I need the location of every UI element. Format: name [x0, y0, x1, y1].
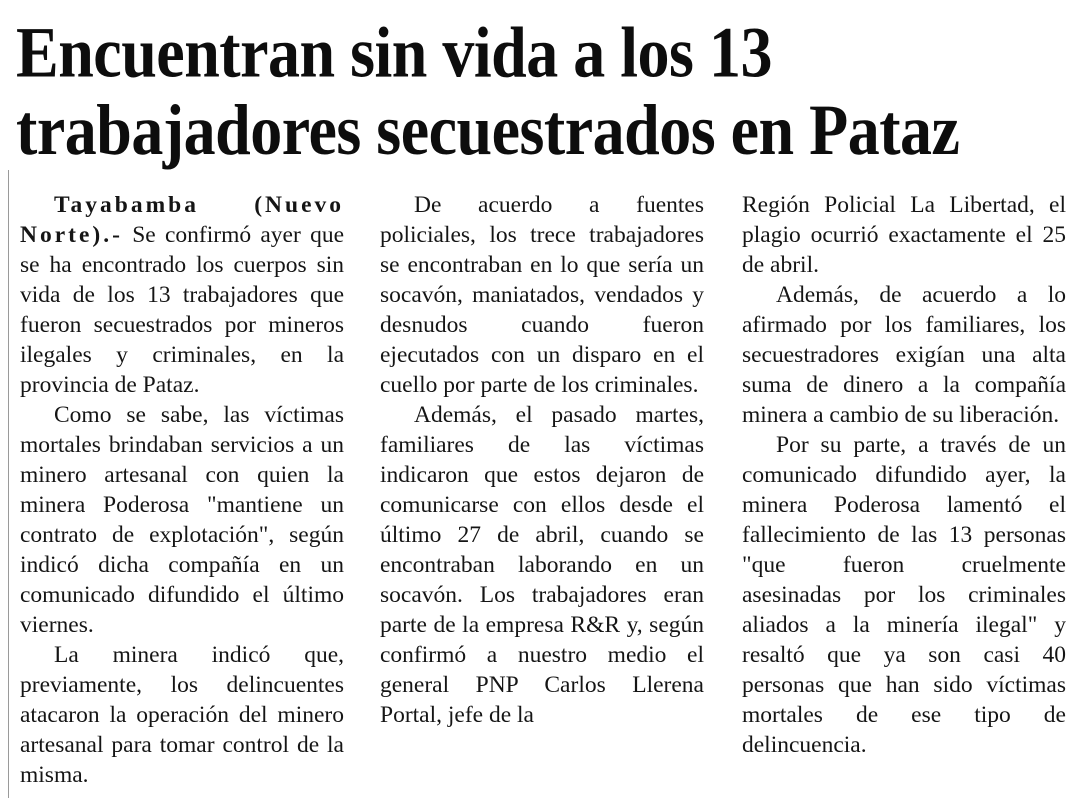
article-paragraph: De acuerdo a fuentes policiales, los trece trabajadores se encontraban en lo que sería un socavón, maniatados, vendados y desnudos cuando fueron ejecutados con un disparo en el cuello por parte de los criminales. [380, 192, 704, 398]
article-paragraph: Como se sabe, las víctimas mortales brindaban servicios a un minero artesanal con quien la minera Poderosa "mantiene un contrato de explotación", según indicó dicha compañía en un comunicado difundido el último viernes. [20, 402, 344, 638]
article-column-2 [380, 190, 704, 730]
article-paragraph: Por su parte, a través de un comunicado difundido ayer, la minera Poderosa lamentó el fallecimiento de las 13 personas "que fueron cruelmente asesinadas por los criminales aliados a la minería ilegal" y resaltó que ya son casi 40 personas que han sido víctimas mortales de ese tipo de delincuencia. [742, 432, 1066, 758]
article-paragraph [20, 190, 344, 400]
column-rule [8, 170, 9, 798]
article-paragraph: Además, el pasado martes, familiares de las víctimas indicaron que estos dejaron de comunicarse con ellos desde el último 27 de abril, cuando se encontraban laborando en un socavón. Los trabajadores eran parte de la empresa R&R y, según confirmó a nuestro medio el general PNP Carlos Llerena Portal, jefe de la [380, 402, 704, 728]
article-paragraph-continued: Región Policial La Libertad, el plagio ocurrió exactamente el 25 de abril. [742, 192, 1066, 278]
dateline: Tayabamba (Nuevo Norte).- [20, 192, 344, 248]
article-paragraph: La minera indicó que, previamente, los delincuentes atacaron la operación del minero artesanal para tomar control de la misma. [20, 642, 344, 788]
headline: Encuentran sin vida a los 13 trabajadores secuestrados en Pataz [16, 12, 960, 170]
article-column-1 [20, 190, 344, 790]
paragraph-text: Se confirmó ayer que se ha encontrado los cuerpos sin vida de los 13 trabajadores que fueron secuestrados por mineros ilegales y criminales, en la provincia de Pataz. [20, 222, 344, 398]
article-paragraph: Además, de acuerdo a lo afirmado por los familiares, los secuestradores exigían una alta suma de dinero a la compañía minera a cambio de su liberación. [742, 282, 1066, 428]
article-column-3 [742, 190, 1066, 760]
